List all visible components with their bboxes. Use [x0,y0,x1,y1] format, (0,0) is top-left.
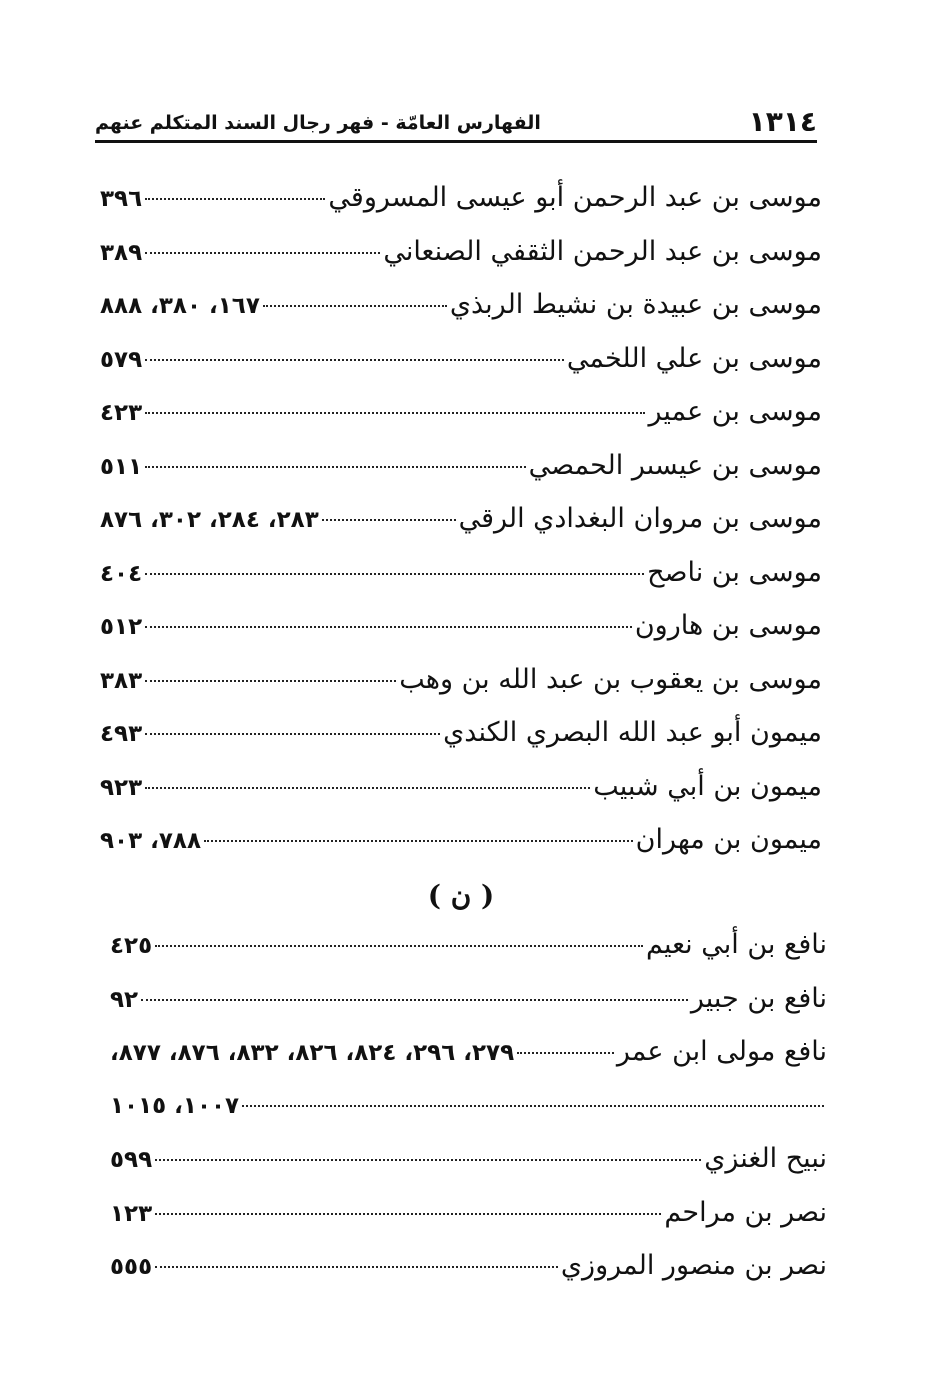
page-header [95,102,817,143]
entry-name: موسى بن ناصح [647,556,822,588]
dot-leader [155,945,643,947]
dot-leader [145,733,440,735]
dot-leader [155,1213,661,1215]
entry-name: موسى بن علي اللخمي [566,342,822,374]
index-entry [100,392,822,446]
index-entry [110,925,827,979]
entry-name: موسى بن عبيدة بن نشيط الربذي [449,289,822,320]
dot-leader [145,626,632,628]
entry-pages: ٧٨٨، ٩٠٣ [100,828,201,854]
entry-name: ميمون بن أبي شبيب [593,770,822,802]
index-entry [100,553,822,607]
dot-leader [145,412,645,414]
index-entry [100,606,822,660]
entry-name: نافع بن أبي نعيم [645,929,827,960]
dot-leader [141,999,688,1001]
entry-name: نصر بن مراحم [664,1196,827,1228]
entry-pages: ٣٩٦ [100,186,143,212]
dot-leader [155,1159,701,1161]
entry-pages: ٩٢ [110,986,139,1013]
entry-pages: ٢٨٣، ٢٨٤، ٣٠٢، ٨٧٦ [100,507,319,533]
entry-pages: ٣٨٣ [100,667,143,694]
index-entries-nun [110,925,827,1300]
dot-leader [155,1266,558,1268]
entry-name: موسى بن عبد الرحمن أبو عيسى المسروقي [328,182,822,213]
entry-pages: ١٢٣ [110,1200,153,1227]
dot-leader [145,680,396,682]
entry-pages: ١٦٧، ٣٨٠، ٨٨٨ [100,293,260,319]
entry-pages: ٤٢٣ [100,400,143,426]
entry-pages: ٥٥٥ [110,1254,153,1280]
entry-pages: ٩٢٣ [100,774,143,801]
index-entry [100,446,822,500]
dot-leader [145,573,644,575]
index-entry [110,1193,827,1247]
index-entry [100,767,822,821]
entry-name: موسى بن عمير [648,396,822,427]
entry-name: موسى بن مروان البغدادي الرقي [458,503,822,534]
entry-pages: ٥١١ [100,453,143,480]
index-entry [100,285,822,339]
entry-pages: ٤٠٤ [100,560,143,587]
entry-name: موسى بن عيسىر الحمصي [528,449,822,481]
dot-leader [517,1052,614,1054]
entry-pages: ٢٧٩، ٢٩٦، ٨٢٤، ٨٢٦، ٨٣٢، ٨٧٦، ٨٧٧، [110,1040,515,1066]
entry-name: موسى بن يعقوب بن عبد الله بن وهب [399,663,822,695]
entry-pages: ٥١٢ [100,614,143,640]
page-number: ١٣١٤ [748,105,817,138]
dot-leader [263,305,447,307]
entry-pages: ٤٩٣ [100,721,143,747]
dot-leader [145,359,564,361]
entry-name: ميمون أبو عبد الله البصري الكندي [443,717,822,748]
entry-pages: ٣٨٩ [100,239,143,266]
running-title: الفهارس العامّة - فهر رجال السند المتكلم عنهم [95,112,541,134]
entry-name: نبيح الغنزي [704,1143,827,1174]
index-entry [100,232,822,286]
entry-pages: ٥٧٩ [100,346,143,373]
index-entry [100,339,822,393]
entry-name: نصر بن منصور المروزي [560,1250,827,1281]
dot-leader [322,519,456,521]
dot-leader [145,198,325,200]
index-entry [100,178,822,232]
entry-name: موسى بن عبد الرحمن الثقفي الصنعاني [383,235,822,267]
index-entry-continuation [110,1086,827,1140]
index-entry [110,1139,827,1193]
index-entry [100,499,822,553]
entry-pages: ٥٩٩ [110,1147,153,1173]
index-entry [100,820,822,874]
index-entry [100,660,822,714]
index-entry [100,713,822,767]
dot-leader [242,1105,824,1107]
entry-pages: ٤٢٥ [110,933,153,959]
index-entries-mim [100,178,822,928]
entry-name: موسى بن هارون [634,610,822,641]
dot-leader [204,840,633,842]
index-entry [110,1246,827,1300]
entry-name: ميمون بن مهران [635,824,822,855]
dot-leader [145,787,590,789]
entry-pages: ١٠٠٧، ١٠١٥ [110,1092,240,1119]
entry-name: نافع بن جبير [690,982,827,1014]
section-heading-nun: ( ن ) [427,878,495,912]
dot-leader [145,252,380,254]
dot-leader [145,466,525,468]
index-entry [110,1032,827,1086]
entry-name: نافع مولى ابن عمر [616,1036,827,1067]
index-entry [110,979,827,1033]
